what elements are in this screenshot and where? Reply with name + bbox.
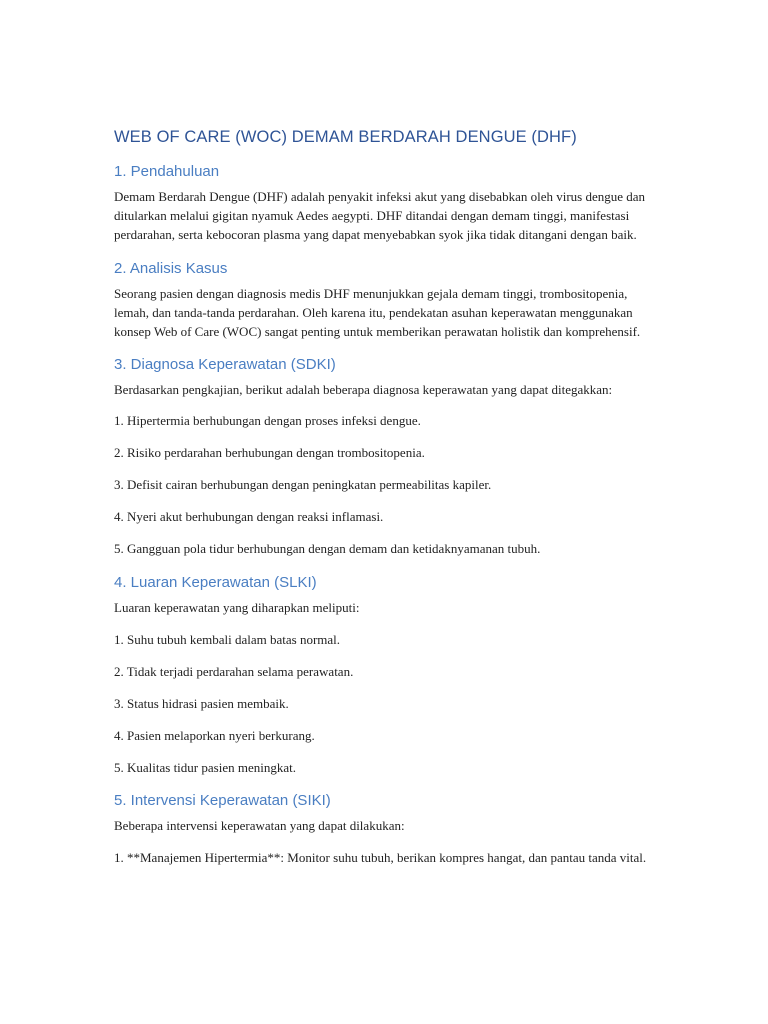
list-item: 1. **Manajemen Hipertermia**: Monitor suhu tubuh, berikan kompres hangat, dan pantau tanda vital.	[114, 849, 647, 865]
section-heading: 5. Intervensi Keperawatan (SIKI)	[114, 791, 331, 809]
document-title: WEB OF CARE (WOC) DEMAM BERDARAH DENGUE (DHF)	[114, 128, 577, 146]
list-item: 3. Defisit cairan berhubungan dengan peningkatan permeabilitas kapiler.	[114, 477, 492, 493]
paragraph: Seorang pasien dengan diagnosis medis DHF menunjukkan gejala demam tinggi, trombositopenia, lemah, dan tanda-tanda perdarahan. Oleh karena itu, pendekatan asuhan keperawatan menggunakan konsep Web of Care (WOC) sangat penting untuk memberikan perawatan holistik dan komprehensif.	[114, 285, 641, 340]
list-item: 4. Pasien melaporkan nyeri berkurang.	[114, 727, 315, 743]
paragraph: Berdasarkan pengkajian, berikut adalah beberapa diagnosa keperawatan yang dapat ditegakkan:	[114, 382, 613, 398]
paragraph: Beberapa intervensi keperawatan yang dapat dilakukan:	[114, 817, 405, 833]
list-item: 5. Gangguan pola tidur berhubungan dengan demam dan ketidaknyamanan tubuh.	[114, 541, 541, 557]
section-luaran-keperawatan	[114, 573, 658, 777]
section-heading: 2. Analisis Kasus	[114, 259, 228, 277]
list-item: 2. Tidak terjadi perdarahan selama perawatan.	[114, 663, 354, 679]
section-diagnosa-keperawatan	[114, 355, 658, 558]
list-item: 1. Suhu tubuh kembali dalam batas normal.	[114, 631, 341, 647]
list-item: 3. Status hidrasi pasien membaik.	[114, 695, 289, 711]
list-item: 1. Hipertermia berhubungan dengan proses infeksi dengue.	[114, 413, 421, 429]
paragraph: Demam Berdarah Dengue (DHF) adalah penyakit infeksi akut yang disebabkan oleh virus dengue dan ditularkan melalui gigitan nyamuk Aedes aegypti. DHF ditandai dengan demam tinggi, manifestasi perdarahan, serta kebocoran plasma yang dapat menyebabkan syok jika tidak ditangani dengan baik.	[114, 189, 646, 243]
section-heading: 4. Luaran Keperawatan (SLKI)	[114, 573, 317, 591]
list-item: 5. Kualitas tidur pasien meningkat.	[114, 759, 296, 775]
paragraph: Luaran keperawatan yang diharapkan meliputi:	[114, 599, 360, 615]
section-pendahuluan	[114, 162, 658, 245]
list-item: 2. Risiko perdarahan berhubungan dengan trombositopenia.	[114, 445, 425, 461]
section-analisis-kasus	[114, 259, 658, 342]
section-intervensi-keperawatan	[114, 791, 658, 867]
section-heading: 3. Diagnosa Keperawatan (SDKI)	[114, 356, 336, 374]
section-heading: 1. Pendahuluan	[114, 163, 220, 180]
list-item: 4. Nyeri akut berhubungan dengan reaksi inflamasi.	[114, 509, 384, 525]
